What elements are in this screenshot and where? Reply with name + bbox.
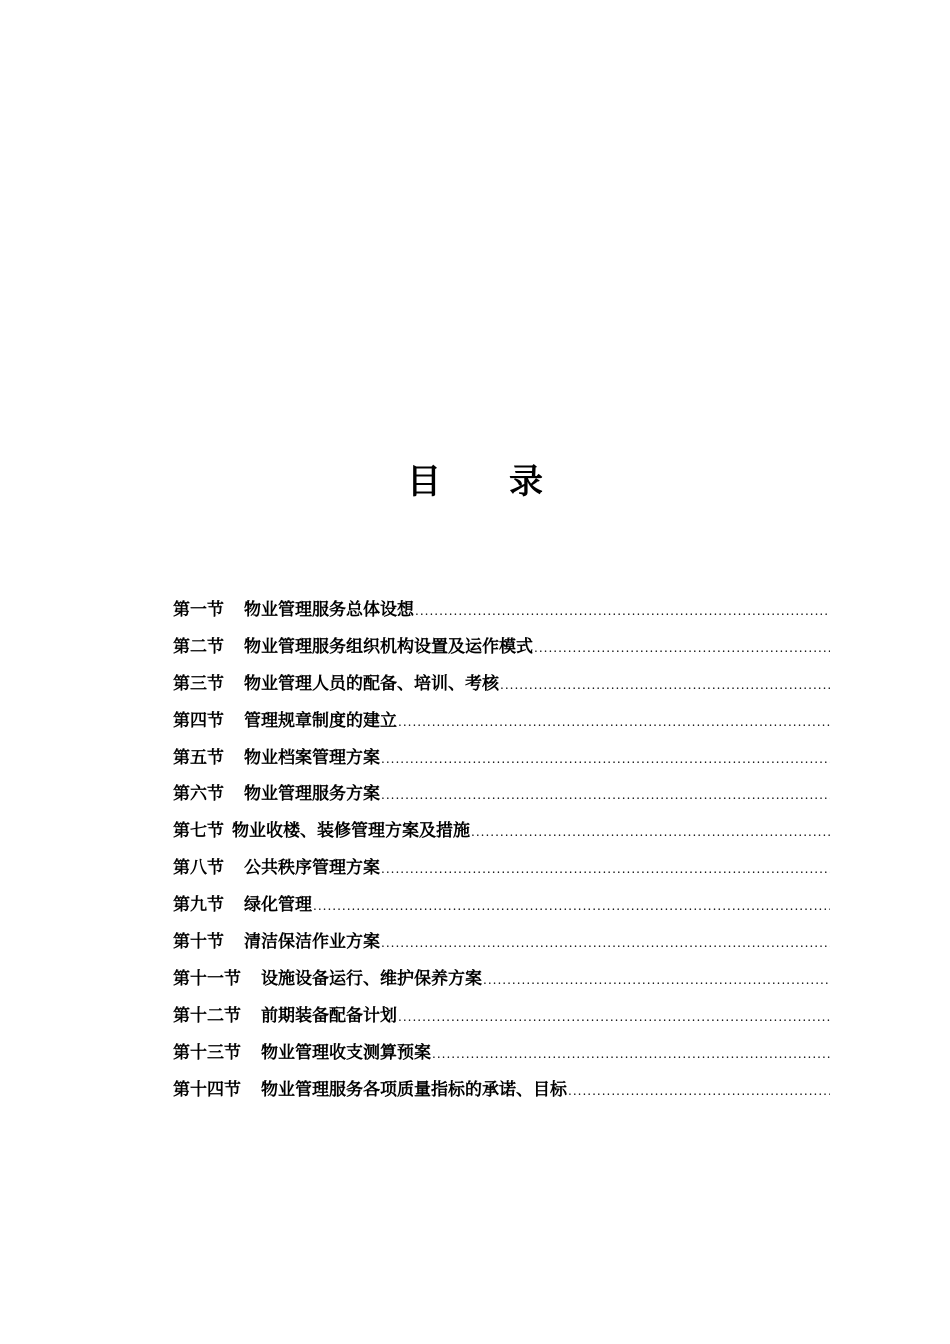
toc-section-title: 物业管理服务方案 <box>244 784 380 805</box>
toc-entry[interactable] <box>173 1072 830 1109</box>
toc-section-number: 第十一节 <box>173 968 241 989</box>
toc-entry[interactable] <box>173 1035 830 1072</box>
toc-section-title: 设施设备运行、维护保养方案 <box>261 968 482 989</box>
toc-section-number: 第九节 <box>173 895 224 916</box>
toc-entry[interactable] <box>173 813 830 850</box>
toc-section-number: 第一节 <box>173 600 224 620</box>
toc-section-title: 物业管理服务各项质量指标的承诺、目标 <box>261 1079 567 1100</box>
toc-section-number: 第二节 <box>173 636 224 657</box>
toc-section-title: 物业档案管理方案 <box>244 747 380 768</box>
toc-entry[interactable] <box>173 850 830 887</box>
toc-section-title: 清洁保洁作业方案 <box>244 932 380 953</box>
toc-dot-leader <box>313 888 830 925</box>
toc-section-title: 公共秩序管理方案 <box>244 858 380 879</box>
toc-section-title: 物业收楼、装修管理方案及措施 <box>232 821 470 842</box>
toc-dot-leader <box>500 667 830 704</box>
toc-dot-leader <box>381 777 830 814</box>
toc-entry[interactable] <box>173 924 830 961</box>
toc-heading <box>0 458 950 506</box>
toc-section-number: 第十四节 <box>173 1079 241 1100</box>
toc-section-number: 第八节 <box>173 858 224 879</box>
toc-heading-char-2: 录 <box>509 462 543 502</box>
toc-section-title: 前期装备配备计划 <box>261 1005 397 1026</box>
toc-dot-leader <box>432 1036 830 1073</box>
toc-dot-leader <box>398 999 830 1036</box>
toc-entry[interactable] <box>173 887 830 924</box>
toc-entry[interactable] <box>173 998 830 1035</box>
toc-section-title: 绿化管理 <box>244 895 312 916</box>
toc-section-number: 第六节 <box>173 784 224 805</box>
toc-entry[interactable] <box>173 740 830 777</box>
toc-dot-leader <box>568 1073 830 1110</box>
toc-section-title: 管理规章制度的建立 <box>244 710 397 731</box>
toc-entry[interactable] <box>173 703 830 740</box>
toc-entry[interactable] <box>173 961 830 998</box>
toc-dot-leader <box>398 704 830 741</box>
toc-section-number: 第七节 <box>173 821 224 842</box>
toc-dot-leader <box>483 962 830 999</box>
toc-entry[interactable] <box>173 776 830 813</box>
toc-dot-leader <box>381 925 830 962</box>
toc-section-number: 第三节 <box>173 673 224 694</box>
toc-section-title: 物业管理服务组织机构设置及运作模式 <box>244 636 533 657</box>
toc-section-title: 物业管理人员的配备、培训、考核 <box>244 673 499 694</box>
toc-section-number: 第十节 <box>173 932 224 953</box>
toc-entry[interactable] <box>173 592 830 629</box>
toc-list <box>173 592 830 1108</box>
toc-dot-leader <box>415 593 830 630</box>
toc-entry[interactable] <box>173 666 830 703</box>
toc-entry[interactable] <box>173 629 830 666</box>
toc-section-number: 第四节 <box>173 710 224 731</box>
toc-heading-char-1: 目 <box>407 462 441 502</box>
toc-dot-leader <box>381 741 830 778</box>
toc-section-number: 第五节 <box>173 747 224 768</box>
toc-dot-leader <box>381 851 830 888</box>
toc-section-title: 物业管理服务总体设想 <box>244 600 414 620</box>
toc-section-number: 第十三节 <box>173 1042 241 1063</box>
toc-dot-leader <box>534 630 830 667</box>
toc-section-title: 物业管理收支测算预案 <box>261 1042 431 1063</box>
toc-section-number: 第十二节 <box>173 1005 241 1026</box>
toc-dot-leader <box>471 814 830 851</box>
